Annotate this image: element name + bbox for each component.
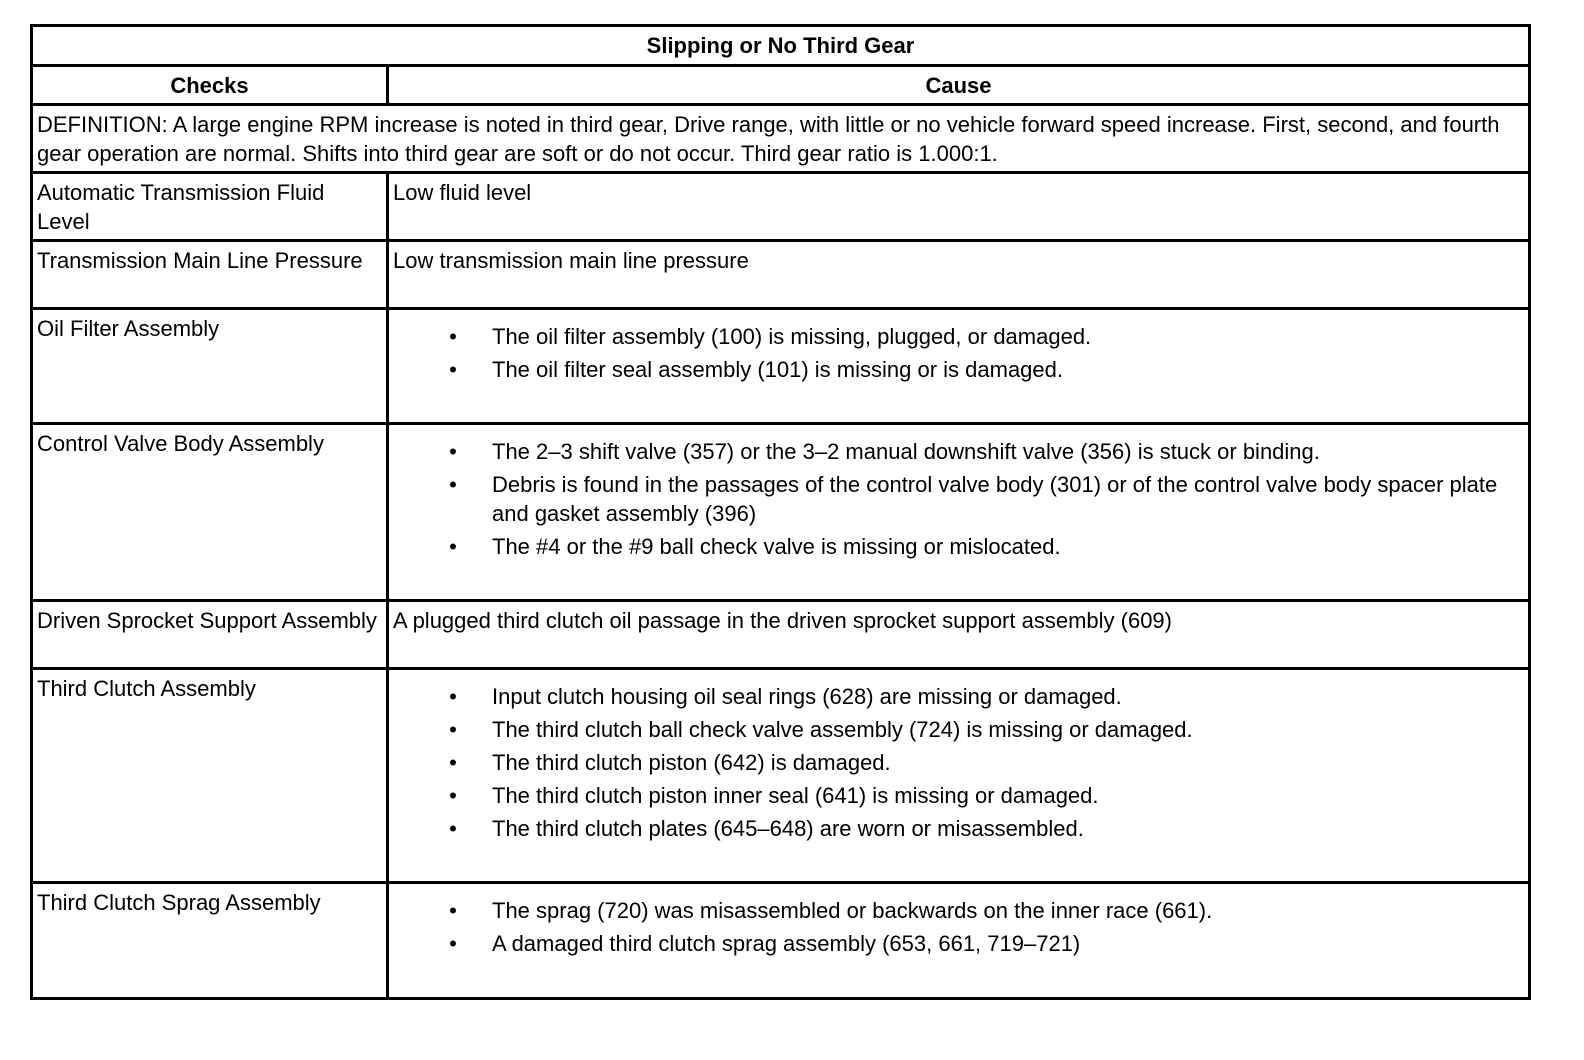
cause-text: The third clutch plates (645–648) are worn or misassembled. [492, 816, 1084, 841]
cause-cell [388, 669, 1530, 883]
table-row [32, 601, 1530, 669]
cause-text: The third clutch ball check valve assembly (724) is missing or damaged. [492, 717, 1193, 742]
list-item [393, 322, 1524, 351]
check-cell: Third Clutch Sprag Assembly [32, 883, 388, 999]
cause-cell [388, 309, 1530, 424]
list-item [393, 748, 1524, 777]
list-item [393, 437, 1524, 466]
checks-header: Checks [32, 66, 388, 105]
check-cell: Driven Sprocket Support Assembly [32, 601, 388, 669]
list-item [393, 814, 1524, 843]
cause-list [393, 682, 1524, 843]
bullet-icon: • [449, 816, 457, 841]
list-item [393, 896, 1524, 925]
cause-cell [388, 883, 1530, 999]
bullet-icon: • [449, 472, 457, 497]
table-row [32, 424, 1530, 601]
cause-list [393, 896, 1524, 958]
cause-text: A damaged third clutch sprag assembly (653, 661, 719–721) [492, 931, 1081, 956]
table-header-row [32, 66, 1530, 105]
bullet-icon: • [449, 439, 457, 464]
check-cell: Automatic Transmission Fluid Level [32, 173, 388, 241]
cause-text: The oil filter assembly (100) is missing, plugged, or damaged. [492, 324, 1092, 349]
cause-cell: Low fluid level [388, 173, 1530, 241]
table-row [32, 241, 1530, 309]
bullet-icon: • [449, 931, 457, 956]
list-item [393, 781, 1524, 810]
check-cell: Control Valve Body Assembly [32, 424, 388, 601]
definition-row [32, 105, 1530, 173]
check-cell: Oil Filter Assembly [32, 309, 388, 424]
cause-text: The sprag (720) was misassembled or backwards on the inner race (661). [492, 898, 1213, 923]
table-row [32, 669, 1530, 883]
bullet-icon: • [449, 324, 457, 349]
table-title: Slipping or No Third Gear [32, 26, 1530, 66]
bullet-icon: • [449, 684, 457, 709]
cause-text: The oil filter seal assembly (101) is missing or is damaged. [492, 357, 1064, 382]
table-row [32, 173, 1530, 241]
diagnostic-table [30, 24, 1531, 1000]
list-item [393, 929, 1524, 958]
table-title-row [32, 26, 1530, 66]
list-item [393, 355, 1524, 384]
list-item [393, 715, 1524, 744]
table-row [32, 309, 1530, 424]
cause-cell [388, 424, 1530, 601]
cause-text: Input clutch housing oil seal rings (628) are missing or damaged. [492, 684, 1122, 709]
list-item [393, 470, 1524, 528]
check-cell: Third Clutch Assembly [32, 669, 388, 883]
cause-list [393, 437, 1524, 561]
list-item [393, 532, 1524, 561]
cause-text: The third clutch piston inner seal (641) is missing or damaged. [492, 783, 1099, 808]
cause-text: The #4 or the #9 ball check valve is missing or mislocated. [492, 534, 1061, 559]
cause-cell: A plugged third clutch oil passage in the driven sprocket support assembly (609) [388, 601, 1530, 669]
cause-text: The 2–3 shift valve (357) or the 3–2 manual downshift valve (356) is stuck or binding. [492, 439, 1320, 464]
definition-text: DEFINITION: A large engine RPM increase is noted in third gear, Drive range, with little or no vehicle forward speed increase. First, second, and fourth gear operation are normal. Shifts into third gear are soft or do not occur. Third gear ratio is 1.000:1. [32, 105, 1530, 173]
bullet-icon: • [449, 783, 457, 808]
bullet-icon: • [449, 534, 457, 559]
bullet-icon: • [449, 898, 457, 923]
cause-list [393, 322, 1524, 384]
cause-cell: Low transmission main line pressure [388, 241, 1530, 309]
list-item [393, 682, 1524, 711]
check-cell: Transmission Main Line Pressure [32, 241, 388, 309]
cause-text: Debris is found in the passages of the control valve body (301) or of the control valve body spacer plate and gasket assembly (396) [492, 472, 1498, 526]
bullet-icon: • [449, 357, 457, 382]
bullet-icon: • [449, 750, 457, 775]
cause-text: The third clutch piston (642) is damaged. [492, 750, 891, 775]
cause-header: Cause [388, 66, 1530, 105]
table-row [32, 883, 1530, 999]
bullet-icon: • [449, 717, 457, 742]
